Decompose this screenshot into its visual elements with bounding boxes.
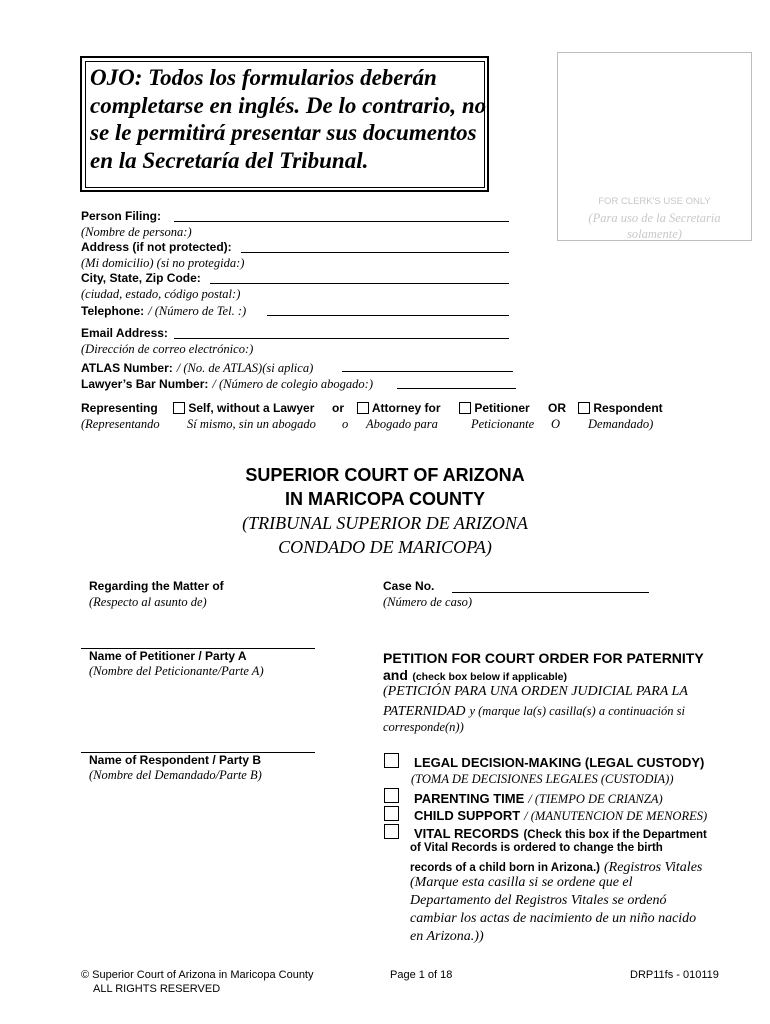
legal-decision-label: LEGAL DECISION-MAKING (LEGAL CUSTODY) — [414, 755, 705, 770]
vital-records-note-line3: records of a child born in Arizona.) — [410, 862, 600, 874]
notice-line: completarse en inglés. De lo contrario, no — [90, 92, 487, 118]
petition-paternidad: PATERNIDAD — [383, 704, 466, 719]
atlas-label: ATLAS Number: — [81, 361, 173, 375]
telephone-label-es: / (Número de Tel. :) — [148, 304, 247, 318]
city-field[interactable] — [210, 283, 509, 284]
vital-records-es-line4: cambiar los actas de nacimiento de un niño nacido — [410, 911, 697, 926]
atlas-field[interactable] — [342, 371, 513, 372]
petition-es-row2 — [383, 702, 685, 720]
respondent-name-label: Name of Respondent / Party B — [89, 753, 262, 767]
vital-records-note-line2: of Vital Records is ordered to change the birth — [410, 842, 663, 854]
vital-records-es: (Registros Vitales — [603, 860, 703, 875]
vital-records-checkbox[interactable] — [384, 824, 399, 839]
parenting-time-label: PARENTING TIME — [414, 791, 525, 806]
petition-es-note: y (marque la(s) casilla(s) a continuación si — [469, 704, 685, 718]
vital-records-es-line2: (Marque esta casilla si se ordene que el — [410, 875, 633, 890]
parenting-time-row — [414, 790, 663, 808]
respondent-option-es: Demandado) — [588, 417, 654, 431]
telephone-field[interactable] — [267, 315, 509, 316]
petitioner-option — [459, 401, 530, 415]
attorney-checkbox[interactable] — [357, 402, 369, 414]
attorney-option-label: Attorney for — [371, 401, 441, 415]
respondent-name-label-es: (Nombre del Demandado/Parte B) — [89, 768, 262, 782]
notice-line: OJO: Todos los formularios deberán — [90, 65, 437, 90]
petition-title: PETITION FOR COURT ORDER FOR PATERNITY — [383, 650, 704, 666]
petition-check-note: (check box below if applicable) — [412, 671, 567, 683]
petition-es-note-cont: corresponde(n)) — [383, 720, 464, 734]
or-text: or — [332, 401, 344, 415]
respondent-checkbox[interactable] — [578, 402, 590, 414]
person-filing-label: Person Filing: — [81, 209, 162, 223]
email-field[interactable] — [174, 338, 509, 339]
clerk-use-label: FOR CLERK'S USE ONLY — [598, 196, 711, 207]
language-notice — [85, 61, 485, 188]
city-label: City, State, Zip Code: — [81, 271, 201, 285]
person-filing-label-es: (Nombre de persona:) — [81, 225, 192, 239]
bar-number-label: Lawyer’s Bar Number: — [81, 377, 209, 391]
clerk-use-label-es — [557, 210, 752, 242]
matter-label-es: (Respecto al asunto de) — [89, 595, 207, 609]
court-county-es: CONDADO DE MARICOPA) — [278, 537, 492, 557]
court-title-es: (TRIBUNAL SUPERIOR DE ARIZONA — [242, 513, 528, 533]
vital-records-note: (Check this box if the Department — [523, 829, 707, 841]
bar-number-field[interactable] — [397, 388, 516, 389]
notice-line: en la Secretaría del Tribunal. — [90, 147, 369, 173]
legal-decision-label-es: (TOMA DE DECISIONES LEGALES (CUSTODIA)) — [411, 772, 674, 786]
petitioner-checkbox[interactable] — [459, 402, 471, 414]
atlas-label-es: / (No. de ATLAS)(si aplica) — [176, 361, 314, 375]
vital-records-label: VITAL RECORDS — [414, 826, 519, 841]
self-option-es: Sí mismo, sin un abogado — [187, 417, 316, 431]
case-number-label-es: (Número de caso) — [383, 595, 473, 609]
vital-records-es-line3: Departamento del Registros Vitales se ordenó — [410, 893, 667, 908]
petitioner-option-label: Petitioner — [474, 401, 530, 415]
vital-records-es-line5: en Arizona.)) — [410, 929, 484, 944]
telephone-label: Telephone: — [81, 304, 145, 318]
child-support-label: CHILD SUPPORT — [414, 808, 521, 823]
notice-line: se le permitirá presentar sus documentos — [90, 120, 477, 145]
case-number-label: Case No. — [383, 579, 435, 593]
footer-form-id: DRP11fs - 010119 — [630, 969, 719, 981]
person-filing-field[interactable] — [174, 221, 509, 222]
petition-and: and — [383, 667, 408, 683]
email-label: Email Address: — [81, 326, 168, 340]
or-text-es: o — [342, 417, 349, 431]
case-number-field[interactable] — [452, 592, 649, 593]
petition-title-es: (PETICIÓN PARA UNA ORDEN JUDICIAL PARA LA — [383, 684, 688, 699]
petition-and-row — [383, 667, 567, 685]
city-label-es: (ciudad, estado, código postal:) — [81, 287, 241, 301]
attorney-option — [357, 401, 441, 415]
attorney-option-es: Abogado para — [366, 417, 438, 431]
address-label-es: (Mi domicilio) (si no protegida:) — [81, 256, 245, 270]
self-option-label: Self, without a Lawyer — [188, 401, 315, 415]
petitioner-option-es: Peticionante — [471, 417, 535, 431]
court-title: SUPERIOR COURT OF ARIZONA — [245, 465, 525, 485]
petitioner-name-label: Name of Petitioner / Party A — [89, 649, 247, 663]
bar-number-label-es: / (Número de colegio abogado:) — [212, 377, 374, 391]
clerk-es-line: (Para uso de la Secretaria — [588, 211, 721, 225]
email-label-es: (Dirección de correo electrónico:) — [81, 342, 254, 356]
self-checkbox[interactable] — [173, 402, 185, 414]
child-support-label-es: / (MANUTENCION DE MENORES) — [524, 809, 708, 823]
respondent-option-label: Respondent — [593, 401, 663, 415]
legal-decision-checkbox[interactable] — [384, 753, 399, 768]
self-option — [173, 401, 314, 415]
footer-page-number: Page 1 of 18 — [390, 969, 453, 981]
parenting-time-label-es: / (TIEMPO DE CRIANZA) — [528, 792, 663, 806]
respondent-option — [578, 401, 663, 415]
footer-copyright: © Superior Court of Arizona in Maricopa County — [81, 969, 314, 981]
petitioner-name-label-es: (Nombre del Peticionante/Parte A) — [89, 664, 264, 678]
parenting-time-checkbox[interactable] — [384, 788, 399, 803]
vital-records-row — [414, 825, 707, 843]
child-support-checkbox[interactable] — [384, 806, 399, 821]
footer-rights: ALL RIGHTS RESERVED — [93, 983, 221, 995]
or-text-upper-es: O — [551, 417, 561, 431]
child-support-row — [414, 807, 707, 825]
or-text-upper: OR — [548, 401, 566, 415]
clerk-es-line: solamente) — [627, 227, 682, 241]
address-field[interactable] — [241, 252, 509, 253]
telephone-row — [81, 302, 246, 320]
court-county: IN MARICOPA COUNTY — [285, 489, 485, 509]
matter-label: Regarding the Matter of — [89, 579, 224, 593]
bar-row — [81, 375, 373, 393]
vital-records-row3 — [410, 858, 702, 876]
representing-label-es: (Representando — [81, 417, 160, 431]
representing-label: Representing — [81, 401, 158, 415]
address-label: Address (if not protected): — [81, 240, 232, 254]
